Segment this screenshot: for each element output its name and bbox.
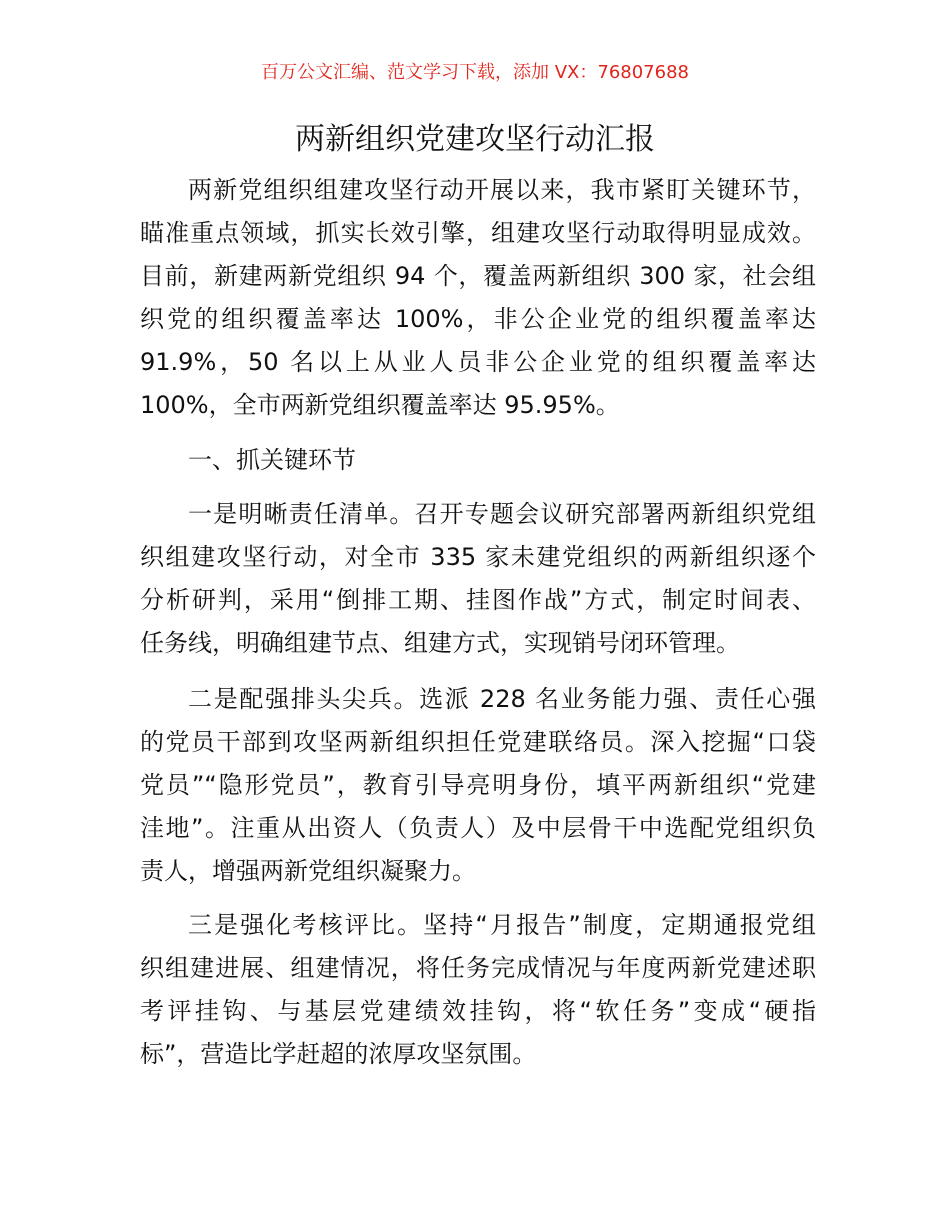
text-line: 一是明晰责任清单。召开专题会议研究部署两新组织党组 bbox=[188, 500, 816, 528]
text-line: 分析研判，采用“倒排工期、挂图作战”方式，制定时间表、 bbox=[140, 586, 816, 614]
paragraph bbox=[140, 169, 816, 427]
text-line: 洼地”。注重从出资人（负责人）及中层骨干中选配党组织负 bbox=[140, 814, 816, 842]
text-line: 织组建进展、组建情况，将任务完成情况与年度两新党建述职 bbox=[140, 954, 816, 982]
text-line: 瞄准重点领域，抓实长效引擎，组建攻坚行动取得明显成效。 bbox=[140, 219, 816, 247]
text-line: 标”，营造比学赶超的浓厚攻坚氛围。 bbox=[140, 1040, 537, 1068]
paragraph bbox=[140, 678, 816, 893]
text-line: 责人，增强两新党组织凝聚力。 bbox=[140, 857, 476, 885]
text-line: 二是配强排头尖兵。选派 228 名业务能力强、责任心强 bbox=[188, 685, 816, 713]
text-line: 91.9%，50 名以上从业人员非公企业党的组织覆盖率达 bbox=[140, 348, 816, 376]
text-line: 考评挂钩、与基层党建绩效挂钩，将“软任务”变成“硬指 bbox=[140, 997, 816, 1025]
text-line: 党员”“隐形党员”，教育引导亮明身份，填平两新组织“党建 bbox=[140, 771, 816, 799]
text-line: 三是强化考核评比。坚持“月报告”制度，定期通报党组 bbox=[188, 911, 816, 939]
text-line: 100%，全市两新党组织覆盖率达 95.95%。 bbox=[140, 391, 620, 419]
paragraph bbox=[140, 493, 816, 665]
text-line: 两新党组织组建攻坚行动开展以来，我市紧盯关键环节， bbox=[188, 176, 816, 204]
text-line: 织党的组织覆盖率达 100%，非公企业党的组织覆盖率达 bbox=[140, 305, 816, 333]
document-title: 两新组织党建攻坚行动汇报 bbox=[295, 122, 655, 157]
watermark-banner: 百万公文汇编、范文学习下载，添加 VX：76807688 bbox=[261, 62, 689, 83]
text-line: 目前，新建两新党组织 94 个，覆盖两新组织 300 家，社会组 bbox=[140, 262, 816, 290]
text-line: 的党员干部到攻坚两新组织担任党建联络员。深入挖掘“口袋 bbox=[140, 728, 816, 756]
section-heading bbox=[140, 439, 816, 482]
text-line: 任务线，明确组建节点、组建方式，实现销号闭环管理。 bbox=[140, 629, 740, 657]
text-line: 织组建攻坚行动，对全市 335 家未建党组织的两新组织逐个 bbox=[140, 543, 816, 571]
paragraph bbox=[140, 904, 816, 1076]
text-line: 一、抓关键环节 bbox=[188, 446, 356, 474]
